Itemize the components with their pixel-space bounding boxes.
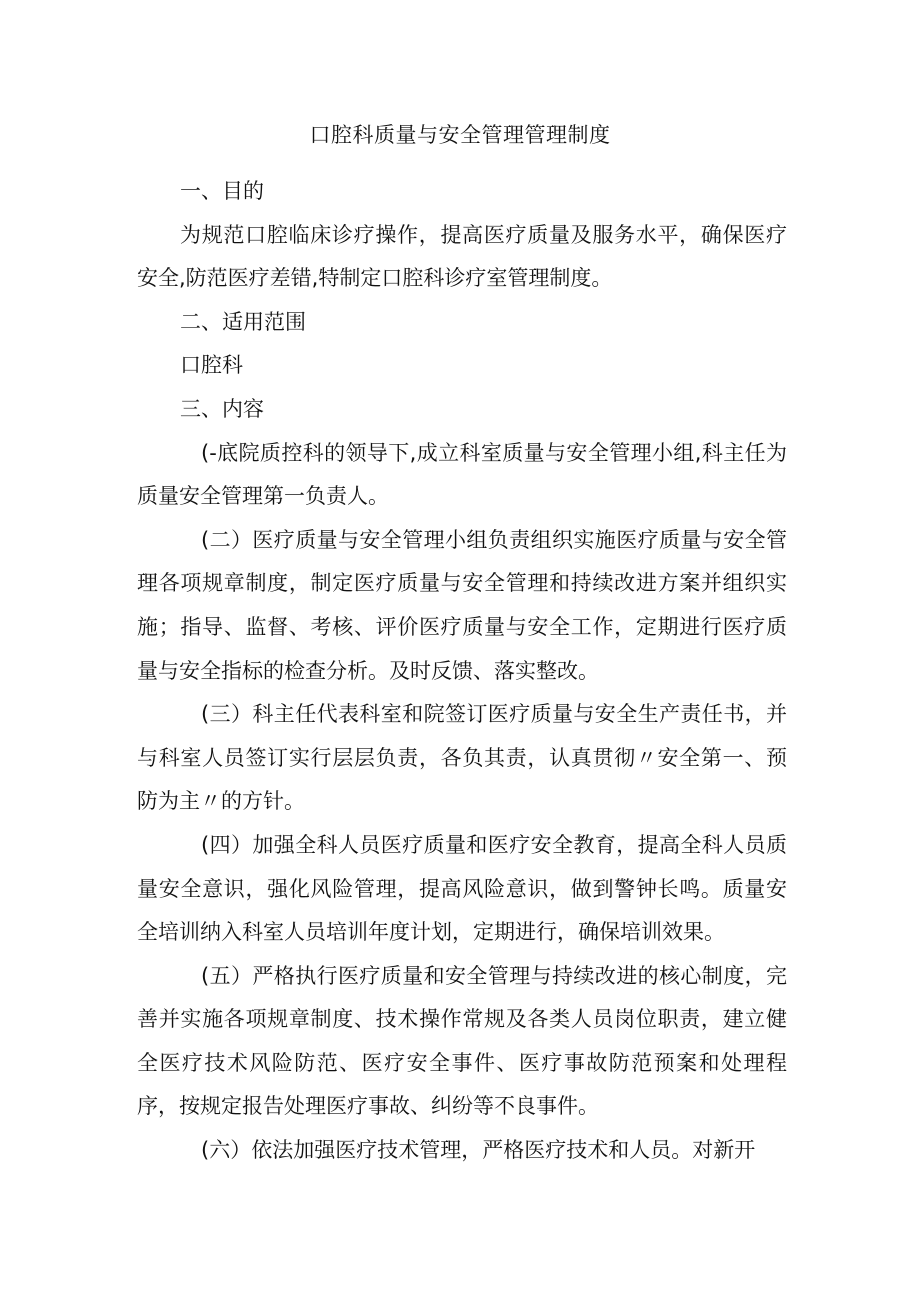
content-item-2: (二）医疗质量与安全管理小组负责组织实施医疗质量与安全管理各项规章制度，制定医疗质量与安全管理和持续改进方案并组织实施；指导、监督、考核、评价医疗质量与安全工作，定期进行医疗质量与安全指标的检查分析。及时反馈、落实整改。: [137, 527, 787, 683]
document-body: [137, 170, 787, 1173]
content-item-5: (五）严格执行医疗质量和安全管理与持续改进的核心制度，完善并实施各项规章制度、技术操作常规及各类人员岗位职责，建立健全医疗技术风险防范、医疗安全事件、医疗事故防范预案和处理程序，按规定报告处理医疗事故、纠纷等不良事件。: [137, 963, 787, 1119]
purpose-paragraph: 为规范口腔临床诊疗操作，提高医疗质量及服务水平，确保医疗安全,防范医疗差错,特制定口腔科诊疗室管理制度。: [137, 222, 787, 291]
section-heading-purpose: 一、目的: [180, 179, 264, 203]
content-item-3: (三）科主任代表科室和院签订医疗质量与安全生产责任书，并与科室人员签订实行层层负责，各负其责，认真贯彻〃安全第一、预防为主〃的方针。: [137, 702, 787, 814]
section-heading-content: 三、内容: [180, 396, 264, 421]
section-heading-scope: 二、适用范围: [180, 309, 306, 334]
content-item-1: (-底院质控科的领导下,成立科室质量与安全管理小组,科主任为质量安全管理第一负责人。: [137, 440, 787, 509]
content-item-6: (六）依法加强医疗技术管理，严格医疗技术和人员。对新开: [201, 1138, 756, 1163]
scope-paragraph: 口腔科: [180, 353, 243, 378]
document-title: 口腔科质量与安全管理管理制度: [309, 123, 611, 147]
content-item-4: (四）加强全科人员医疗质量和医疗安全教育，提高全科人员质量安全意识，强化风险管理，提高风险意识，做到警钟长鸣。质量安全培训纳入科室人员培训年度计划，定期进行，确保培训效果。: [137, 832, 787, 945]
